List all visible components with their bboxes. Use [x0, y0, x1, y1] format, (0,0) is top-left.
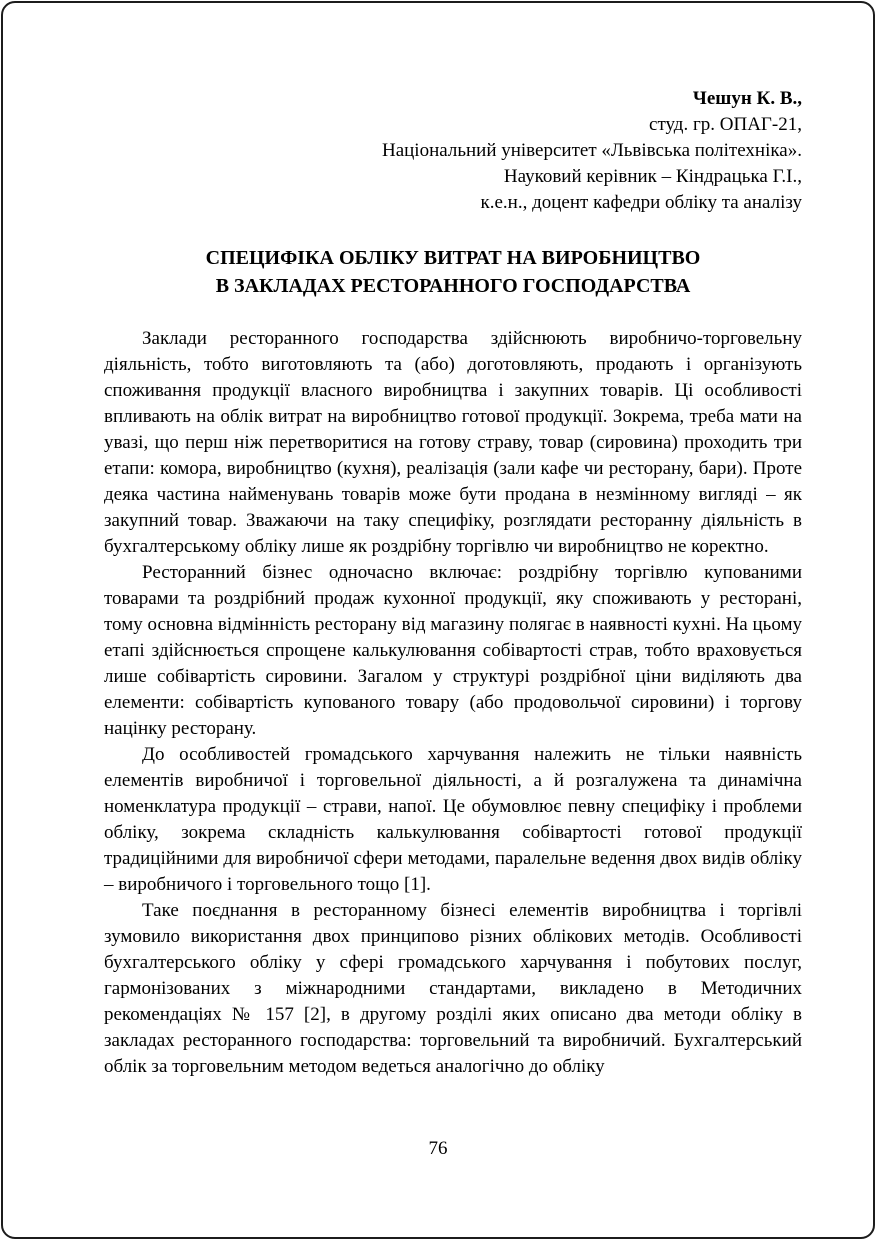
author-name: Чешун К. В., [692, 88, 802, 109]
paper-title [104, 244, 802, 300]
author-affiliation-line: студ. гр. ОПАГ-21, [649, 114, 802, 135]
body-paragraph: Ресторанний бізнес одночасно включає: роздрібну торгівлю купованими товарами та роздрібний продаж кухонної продукції, яку споживають у ресторані, тому основна відмінність ресторану від магазину полягає в наявності кухні. На цьому етапі здійснюється спрощене калькулювання собівартості страв, тобто враховується лише собівартість сировини. Загалом у структурі роздрібної ціни виділяють два елементи: собівартість купованого товару (або продовольчої сировини) і торгову націнку ресторану. [104, 562, 802, 739]
paper-title-line: В ЗАКЛАДАХ РЕСТОРАННОГО ГОСПОДАРСТВА [215, 275, 691, 297]
author-affiliation-line: Національний університет «Львівська політехніка». [381, 140, 802, 161]
body-paragraph: Заклади ресторанного господарства здійснюють виробничо-торговельну діяльність, тобто виготовляють та (або) доготовляють, продають і організують споживання продукції власного виробництва і закупних товарів. Ці особливості впливають на облік витрат на виробництво готової продукції. Зокрема, треба мати на увазі, що перш ніж перетворитися на готову страву, товар (сировина) проходить три етапи: комора, виробництво (кухня), реалізація (зали кафе чи ресторану, бари). Проте деяка частина найменувань товарів може бути продана в незмінному вигляді – як закупний товар. Зважаючи на таку специфіку, розглядати ресторанну діяльність в бухгалтерському обліку лише як роздрібну торгівлю чи виробництво не коректно. [104, 328, 802, 557]
author-block [104, 86, 802, 216]
body-paragraph: До особливостей громадського харчування належить не тільки наявність елементів виробничої і торговельної діяльності, а й розгалужена та динамічна номенклатура продукції – страви, напої. Це обумовлює певну специфіку і проблеми обліку, зокрема складність калькулювання собівартості готової продукції традиційними для виробничої сфери методами, паралельне ведення двох видів обліку – виробничого і торговельного тощо [1]. [104, 744, 802, 895]
author-supervisor-line: Науковий керівник – Кіндрацька Г.І., [503, 166, 802, 187]
paper-title-line: СПЕЦИФІКА ОБЛІКУ ВИТРАТ НА ВИРОБНИЦТВО [205, 247, 701, 269]
body-paragraph: Таке поєднання в ресторанному бізнесі елементів виробництва і торгівлі зумовило використання двох принципово різних облікових методів. Особливості бухгалтерського обліку у сфері громадського харчування і побутових послуг, гармонізованих з міжнародними стандартами, викладено в Методичних рекомендаціях № 157 [2], в другому розділі яких описано два методи обліку в закладах ресторанного господарства: торговельний та виробничий. Бухгалтерський облік за торговельним методом ведеться аналогічно до обліку [104, 900, 802, 1077]
author-supervisor-line: к.е.н., доцент кафедри обліку та аналізу [480, 192, 802, 213]
page-content [104, 86, 802, 1080]
page-number: 76 [428, 1138, 448, 1159]
paper-body [104, 326, 802, 1080]
